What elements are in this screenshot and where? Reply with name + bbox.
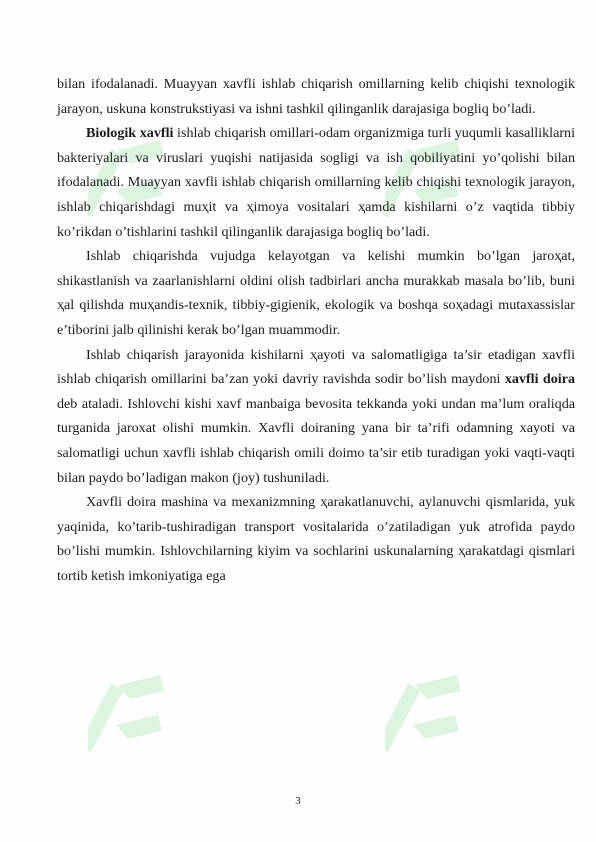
- bold-term: Biologik xavfli: [86, 125, 174, 142]
- bold-term: xavfli doira: [504, 371, 576, 388]
- paragraph-text: ishlab chiqarish omillari-odam organizmiga turli yuqumli kasalliklarni bakteriyalari va viruslari yuqishi natijasida sogligi va ish qobiliyatini yo’qolishi bilan ifodalanadi. Muayyan xavfli ishlab chiqarish omillarning kelib chiqishi texnologik jarayon, ishlab chiqarishdagi muҳit va ҳimoya vositalari ҳamda kishilarni o’z vaqtida tibbiy ko’rikdan o’tishlarini tashkil qilinganlik darajasiga bogliq bo’ladi.: [57, 125, 575, 240]
- page-number: 3: [295, 795, 301, 807]
- logo-watermark-icon: [385, 655, 467, 785]
- paragraph-5: [57, 490, 575, 588]
- logo-watermark-icon: [88, 655, 170, 785]
- paragraph-text: bilan ifodalanadi. Muayyan xavfli ishlab chiqarish omillarning kelib chiqishi texnologik jarayon, uskuna konstrukstiyasi va ishni tashkil qilinganlik darajasiga bogliq bo’ladi.: [57, 76, 575, 117]
- paragraph-text: Ishlab chiqarish jarayonida kishilarni ҳayoti va salomatligiga ta’sir etadigan xavfli ishlab chiqarish omillarini ba’zan yoki davriy ravishda sodir bo’lish maydoni: [57, 346, 575, 388]
- body-text: [57, 72, 575, 588]
- paragraph-text: deb ataladi. Ishlovchi kishi xavf manbaiga bevosita tekkanda yoki undan ma’lum oraliqda turganida jaroxat olishi mumkin. Xavfli doiraning yana bir ta’rifi odamning xayoti va salomatligi uchun xavfli ishlab chiqarish omili doimo ta’sir etib turadigan yoki vaqti-vaqti bilan paydo bo’ladigan makon (joy) tushuniladi.: [57, 395, 575, 486]
- paragraph-1: [57, 72, 575, 121]
- paragraph-text: Ishlab chiqarishda vujudga kelayotgan va kelishi mumkin bo’lgan jaroҳat, shikastlanish va zaarlanishlarni oldini olish tadbirlari ancha murakkab masala bo’lib, buni ҳal qilishda muҳandis-texnik, tibbiy-gigienik, ekologik va boshqa soҳadagi mutaxassislar e’tiborini jalb qilinishi kerak bo’lgan muammodir.: [57, 248, 575, 338]
- paragraph-text: Xavfli doira mashina va mexanizmning ҳarakatlanuvchi, aylanuvchi qismlarida, yuk yaqinida, ko’tarib-tushiradigan transport vositalarida o’zatiladigan yuk atrofida paydo bo’lishi mumkin. Ishlovchilarning kiyim va sochlarini uskunalarning ҳarakatdagi qismlari tortib ketish imkoniyatiga ega: [57, 494, 575, 584]
- paragraph-3: [57, 244, 575, 342]
- paragraph-4: [57, 343, 575, 491]
- paragraph-2: [57, 121, 575, 244]
